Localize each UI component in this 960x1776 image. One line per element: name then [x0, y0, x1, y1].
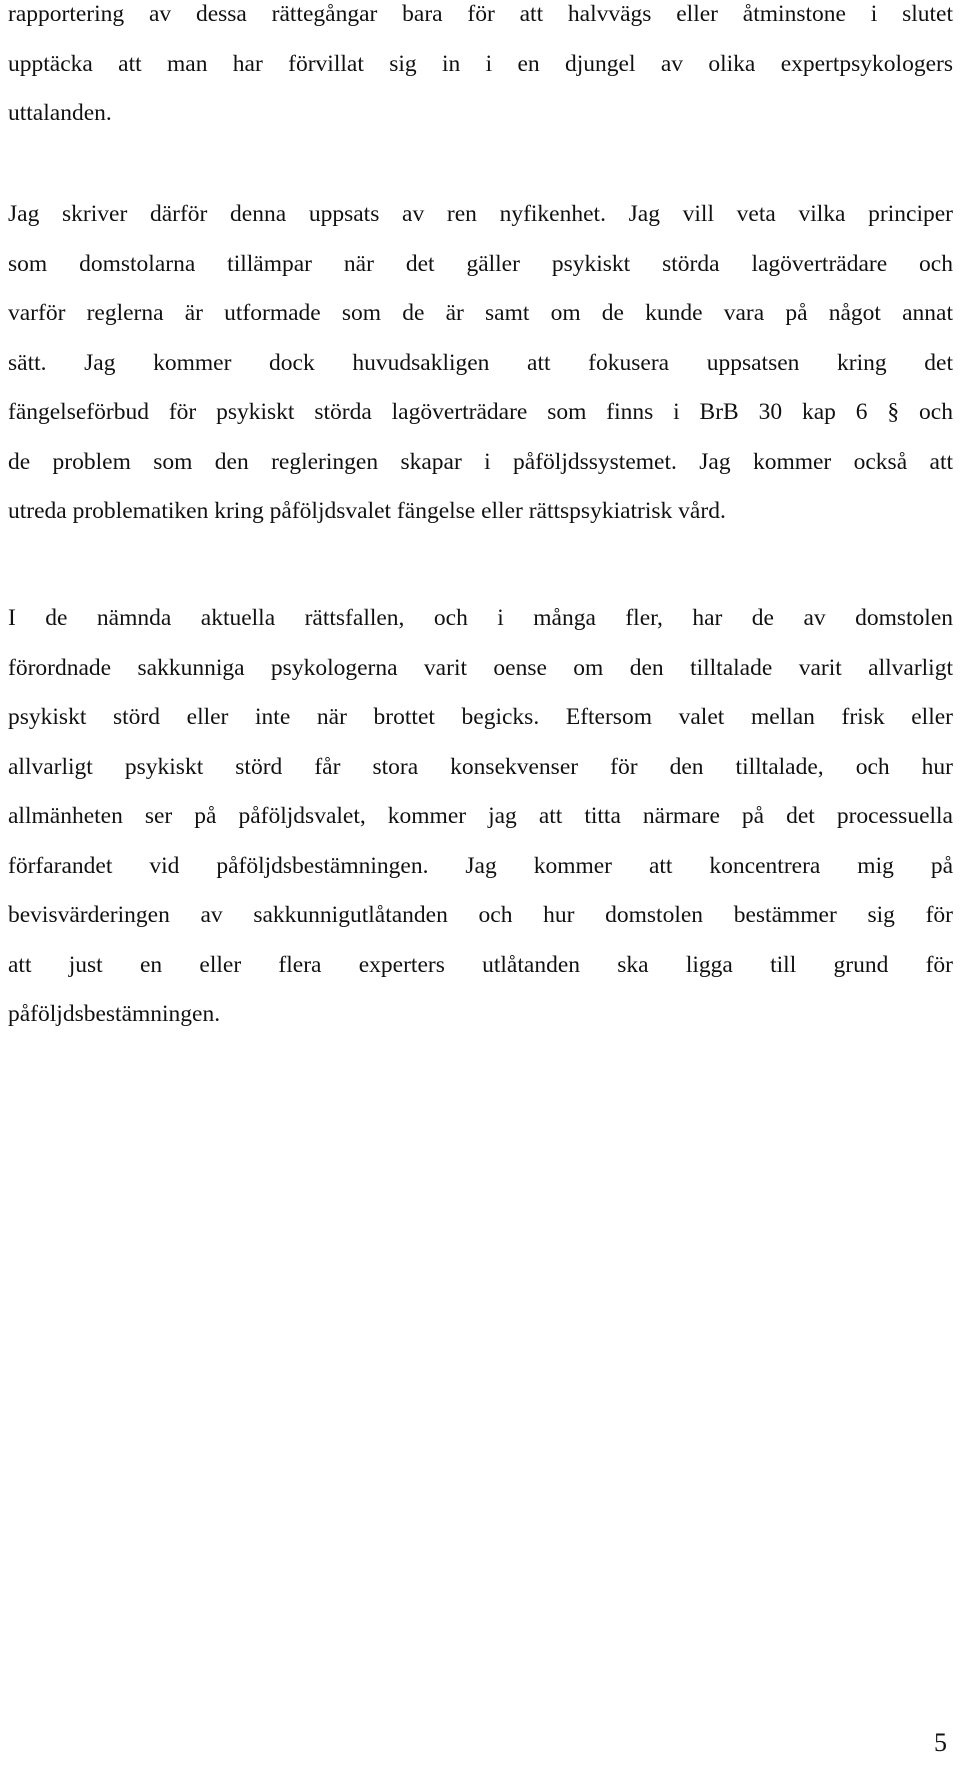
paragraph-2: [8, 190, 953, 537]
text-line: bevisvärderingen av sakkunnigutlåtanden och hur domstolen bestämmer sig för: [8, 902, 953, 928]
text-line: utreda problematiken kring påföljdsvalet fängelse eller rättspsykiatrisk vård.: [8, 498, 726, 524]
text-line: I de nämnda aktuella rättsfallen, och i många fler, har de av domstolen: [8, 605, 953, 631]
text-line: som domstolarna tillämpar när det gäller psykiskt störda lagöverträdare och: [8, 250, 953, 277]
text-line: förordnade sakkunniga psykologerna varit oense om den tilltalade varit allvarligt: [8, 654, 953, 681]
text-line: rapportering av dessa rättegångar bara för att halvvägs eller åtminstone i slutet: [8, 1, 953, 27]
text-line: Jag skriver därför denna uppsats av ren nyfikenhet. Jag vill veta vilka principer: [8, 201, 953, 227]
text-line: att just en eller flera experters utlåtanden ska ligga till grund för: [8, 951, 953, 978]
text-line: varför reglerna är utformade som de är samt om de kunde vara på något annat: [8, 300, 953, 326]
text-line: allvarligt psykiskt störd får stora konsekvenser för den tilltalade, och hur: [8, 753, 953, 780]
text-line: de problem som den regleringen skapar i påföljdssystemet. Jag kommer också att: [8, 448, 953, 475]
page-number: 5: [934, 1728, 947, 1757]
text-line: påföljdsbestämningen.: [8, 1001, 221, 1027]
text-line: förfarandet vid påföljdsbestämningen. Jag kommer att koncentrera mig på: [8, 852, 953, 879]
document-page: [8, 0, 953, 1776]
text-line: uttalanden.: [8, 100, 112, 126]
text-line: allmänheten ser på påföljdsvalet, kommer jag att titta närmare på det processuella: [8, 803, 953, 829]
text-line: sätt. Jag kommer dock huvudsakligen att fokusera uppsatsen kring det: [8, 349, 953, 376]
text-line: psykiskt störd eller inte när brottet begicks. Eftersom valet mellan frisk eller: [8, 704, 953, 730]
text-line: upptäcka att man har förvillat sig in i en djungel av olika expertpsykologers: [8, 50, 953, 77]
paragraph-3: [8, 594, 953, 1040]
paragraph-1: [8, 0, 953, 139]
text-line: fängelseförbud för psykiskt störda lagöverträdare som finns i BrB 30 kap 6 § och: [8, 399, 953, 425]
